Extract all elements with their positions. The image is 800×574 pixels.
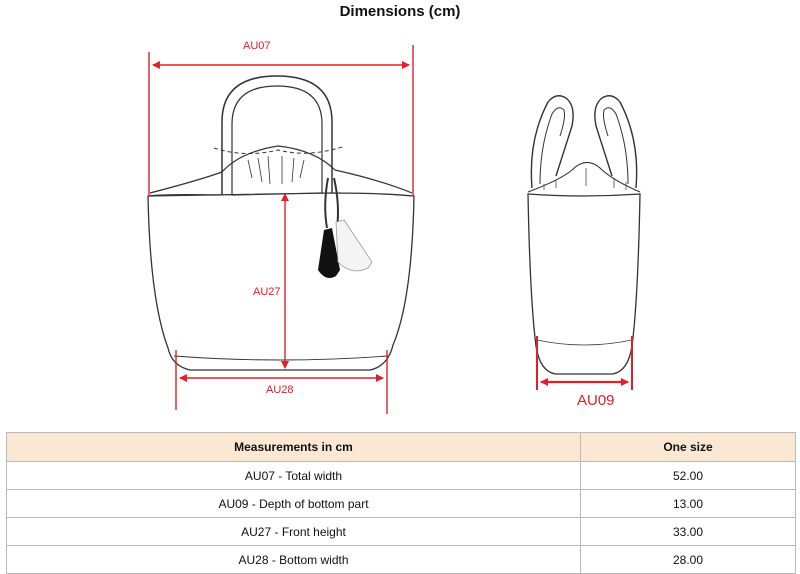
measurement-value: 52.00 — [581, 462, 796, 490]
size-column-header: One size — [581, 433, 796, 462]
au27-label: AU27 — [253, 286, 281, 298]
table-row — [7, 546, 796, 574]
measurement-name: AU28 - Bottom width — [7, 546, 581, 574]
page-title: Dimensions (cm) — [339, 3, 461, 20]
bag-side-view — [528, 96, 640, 374]
table-row — [7, 490, 796, 518]
measurement-value: 33.00 — [581, 518, 796, 546]
measurement-value: 28.00 — [581, 546, 796, 574]
table-header-row — [7, 433, 796, 462]
au07-dimension — [149, 40, 413, 196]
measurement-name: AU09 - Depth of bottom part — [7, 490, 581, 518]
au27-dimension — [253, 194, 285, 368]
au07-label: AU07 — [243, 40, 271, 52]
au28-label: AU28 — [266, 384, 294, 396]
measurement-name: AU27 - Front height — [7, 518, 581, 546]
measurement-value: 13.00 — [581, 490, 796, 518]
measurement-column-header: Measurements in cm — [7, 433, 581, 462]
measurement-name: AU07 - Total width — [7, 462, 581, 490]
measurements-table — [6, 432, 796, 574]
au09-label: AU09 — [577, 392, 615, 409]
bag-front-view — [148, 76, 414, 370]
table-row — [7, 462, 796, 490]
table-row — [7, 518, 796, 546]
